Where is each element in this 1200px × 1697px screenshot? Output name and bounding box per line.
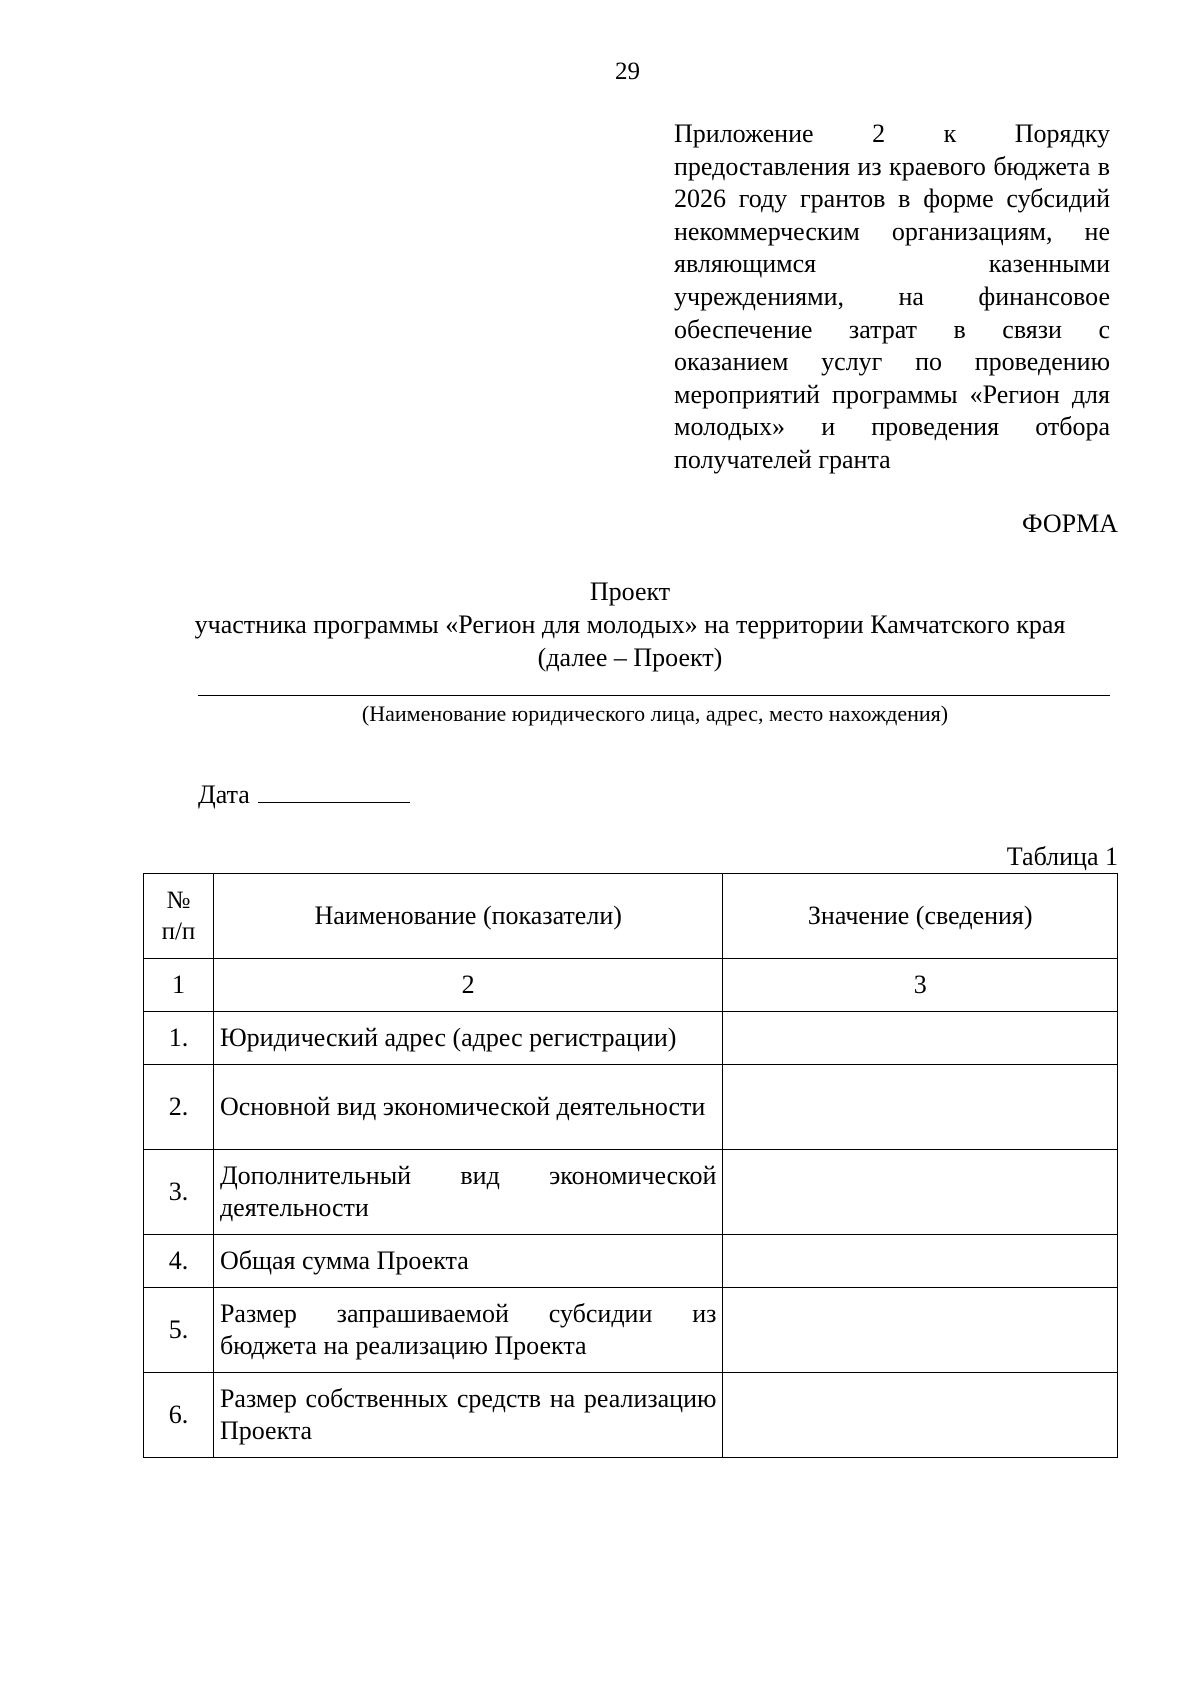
column-number-1: 1 (144, 959, 214, 1012)
table-row (144, 1150, 1118, 1235)
annex-text: Приложение 2 к Порядку предоставления из краевого бюджета в 2026 году грантов в форме субсидий некоммерческим организациям, не являющимся казенными учреждениями, на финансовое обеспечение затрат в связи с оказанием услуг по проведению мероприятий программы «Регион для молодых» и проведения отбора получателей гранта (674, 119, 1110, 474)
row-name: Дополнительный вид экономической деятельности (213, 1150, 722, 1235)
project-table (143, 873, 1118, 1458)
title-line-1: Проект (589, 577, 671, 606)
row-value-cell[interactable] (723, 1150, 1118, 1235)
org-name-field-line[interactable] (198, 695, 1110, 696)
row-num: 4. (144, 1235, 214, 1288)
row-value-cell[interactable] (723, 1235, 1118, 1288)
table-row (144, 1012, 1118, 1065)
row-name: Общая сумма Проекта (213, 1235, 722, 1288)
forma-label: ФОРМА (1022, 509, 1118, 538)
row-num: 2. (144, 1065, 214, 1150)
column-number-2: 2 (213, 959, 722, 1012)
column-number-3: 3 (723, 959, 1118, 1012)
table-row (144, 1065, 1118, 1150)
header-name: Наименование (показатели) (213, 874, 722, 959)
row-value-cell[interactable] (723, 1288, 1118, 1373)
row-num: 6. (144, 1373, 214, 1458)
title-line-2: участника программы «Регион для молодых» на территории Камчатского края (194, 610, 1066, 639)
table-caption: Таблица 1 (1006, 842, 1118, 871)
column-number-row (144, 959, 1118, 1012)
row-name: Размер запрашиваемой субсидии из бюджета на реализацию Проекта (213, 1288, 722, 1373)
table-row (144, 1288, 1118, 1373)
header-num (144, 874, 214, 959)
header-num-line-2: п/п (161, 918, 196, 945)
row-value-cell[interactable] (723, 1373, 1118, 1458)
table-header-row (144, 874, 1118, 959)
date-field-blank[interactable] (258, 780, 410, 803)
row-name: Основной вид экономической деятельности (213, 1065, 722, 1150)
header-num-line-1: № (166, 887, 191, 914)
row-num: 5. (144, 1288, 214, 1373)
document-title (0, 575, 1200, 674)
row-name: Размер собственных средств на реализацию Проекта (213, 1373, 722, 1458)
org-name-caption: (Наименование юридического лица, адрес, место нахождения) (361, 701, 949, 726)
page-number: 29 (615, 58, 640, 85)
header-value: Значение (сведения) (723, 874, 1118, 959)
date-label: Дата (198, 780, 250, 809)
date-row (198, 780, 410, 810)
table-row (144, 1373, 1118, 1458)
row-value-cell[interactable] (723, 1065, 1118, 1150)
title-line-3: (далее – Проект) (537, 643, 723, 672)
row-name: Юридический адрес (адрес регистрации) (213, 1012, 722, 1065)
row-num: 3. (144, 1150, 214, 1235)
row-value-cell[interactable] (723, 1012, 1118, 1065)
table-row (144, 1235, 1118, 1288)
row-num: 1. (144, 1012, 214, 1065)
